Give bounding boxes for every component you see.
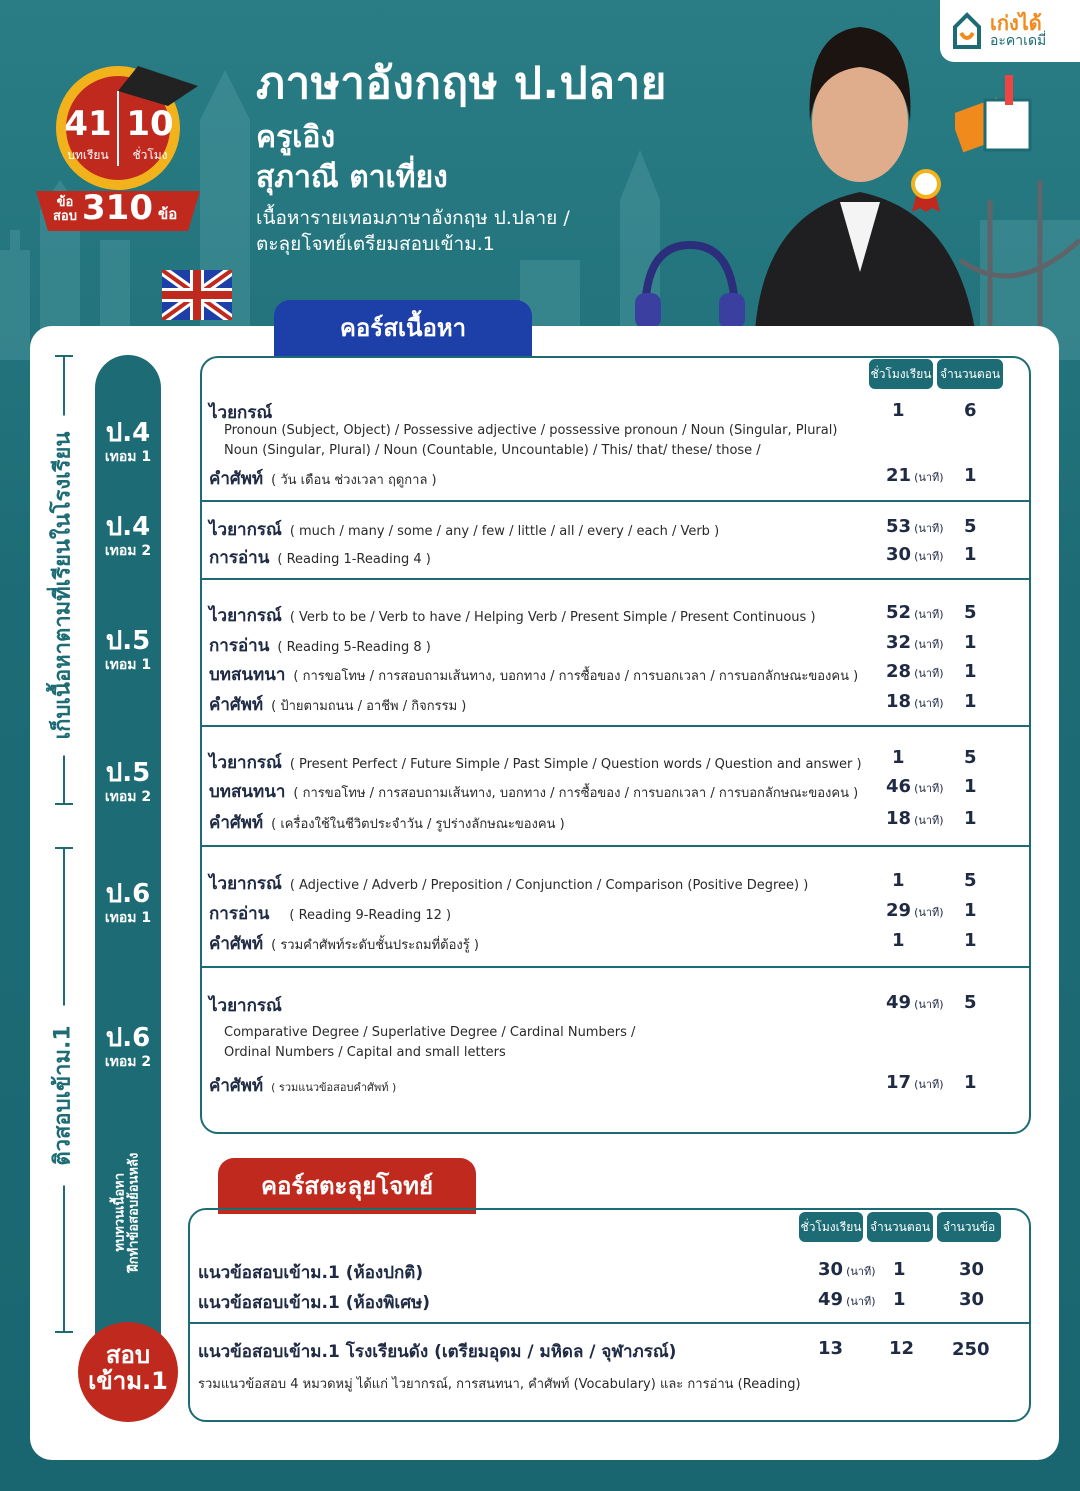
uk-flag-icon: [162, 270, 232, 320]
items-value: 30: [959, 1289, 985, 1310]
list-item: การอ่าน ( Reading 9-Reading 12 ): [209, 904, 452, 924]
course-description: เนื้อหารายเทอมภาษาอังกฤษ ป.ปลาย / ตะลุยโจทย์เตรียมสอบเข้าม.1: [256, 207, 570, 255]
list-item: คำศัพท์ ( ป้ายตามถนน / อาชีพ / กิจกรรม ): [209, 695, 467, 715]
hours-value: 1: [892, 747, 905, 768]
divider: [202, 578, 1029, 580]
hours-value: 49 (นาที): [886, 992, 944, 1013]
episodes-value: 1: [964, 691, 977, 712]
topic-detail: Ordinal Numbers / Capital and small letters: [224, 1045, 506, 1060]
items-value: 30: [959, 1259, 985, 1280]
list-item: คำศัพท์ ( วัน เดือน ช่วงเวลา ฤดูกาล ): [209, 469, 437, 489]
episodes-value: 12: [889, 1338, 915, 1359]
hours-value: 21 (นาที): [886, 465, 944, 486]
hours-value: 53 (นาที): [886, 516, 944, 537]
exam-count: 310: [82, 188, 153, 228]
hours-value: 1: [892, 870, 905, 891]
review-label: ทบทวนเนื้อหา ฝึกทำข้อสอบย้อนหลัง: [112, 1152, 142, 1272]
col-episodes-header: จำนวนตอน: [867, 1212, 933, 1242]
col-episodes-header: จำนวนตอน: [937, 359, 1003, 389]
hours-value: 13: [818, 1338, 844, 1359]
topic-detail: Noun (Singular, Plural) / Noun (Countable, Uncountable) / This/ that/ these/ those /: [224, 443, 761, 458]
practice-row-title: แนวข้อสอบเข้าม.1 (ห้องปกติ): [198, 1263, 424, 1283]
divider: [202, 845, 1029, 847]
level-p6-t2: ป.6 เทอม 2: [104, 1023, 152, 1070]
books-illustration: [955, 75, 1035, 160]
list-item: ไวยากรณ์ ( Adjective / Adverb / Preposition / Conjunction / Comparison (Positive Degree) ): [209, 874, 809, 894]
level-p5-t2: ป.5 เทอม 2: [104, 758, 152, 805]
episodes-value: 1: [964, 1072, 977, 1093]
divider: [202, 725, 1029, 727]
school-content-label: เก็บเนื้อหาตามที่เรียนในโรงเรียน: [45, 416, 80, 756]
hours-value: 30 (นาที): [818, 1259, 876, 1280]
tab-practice-course: คอร์สตะลุยโจทย์: [218, 1158, 476, 1214]
hours-value: 52 (นาที): [886, 602, 944, 623]
hours-value: 49 (นาที): [818, 1289, 876, 1310]
hours-value: 28 (นาที): [886, 661, 944, 682]
episodes-value: 1: [893, 1259, 906, 1280]
hours-value: 29 (นาที): [886, 900, 944, 921]
topic-detail: Pronoun (Subject, Object) / Possessive adjective / possessive pronoun / Noun (Singular, Plural): [224, 423, 838, 438]
episodes-value: 5: [964, 747, 977, 768]
list-item: ไวยากรณ์ ( Present Perfect / Future Simple / Past Simple / Question words / Question and answer ): [209, 753, 862, 773]
episodes-value: 1: [964, 900, 977, 921]
episodes-value: 1: [964, 930, 977, 951]
prep-exam-label: ติวสอบเข้าม.1: [45, 1006, 80, 1186]
episodes-value: 1: [964, 465, 977, 486]
hours-label: ชั่วโมง: [132, 148, 168, 162]
lessons-label: บทเรียน: [67, 148, 109, 162]
hours-count: 10: [126, 104, 174, 144]
lessons-count: 41: [64, 104, 112, 144]
episodes-value: 1: [964, 661, 977, 682]
exam-label: ข้อ สอบ: [53, 195, 77, 225]
hours-value: 1: [892, 400, 905, 421]
hours-value: 18 (นาที): [886, 691, 944, 712]
bracket-cap: [55, 847, 73, 849]
episodes-value: 6: [964, 400, 977, 421]
course-title: ภาษาอังกฤษ ป.ปลาย: [256, 58, 667, 109]
list-item: ไวยากรณ์ ( Verb to be / Verb to have / Helping Verb / Present Simple / Present Continuous ): [209, 606, 816, 626]
col-items-header: จำนวนข้อ: [937, 1212, 1001, 1242]
entrance-exam-badge: สอบ เข้าม.1: [78, 1322, 178, 1422]
episodes-value: 5: [964, 992, 977, 1013]
items-value: 250: [952, 1339, 990, 1360]
level-p6-t1: ป.6 เทอม 1: [104, 879, 152, 926]
list-item: บทสนทนา ( การขอโทษ / การสอบถามเส้นทาง, บอกทาง / การซื้อของ / การบอกเวลา / การบอกลักษณะของคน ): [209, 782, 859, 802]
level-p4-t2: ป.4 เทอม 2: [104, 512, 152, 559]
brand-sub: อะคาเดมี่: [990, 33, 1047, 50]
hours-value: 17 (นาที): [886, 1072, 944, 1093]
list-item: การอ่าน ( Reading 1-Reading 4 ): [209, 548, 431, 568]
topic-detail: Comparative Degree / Superlative Degree / Cardinal Numbers /: [224, 1025, 636, 1040]
brand-name: เก่งได้: [990, 11, 1042, 36]
hours-value: 18 (นาที): [886, 808, 944, 829]
headphones-icon: [635, 235, 745, 330]
episodes-value: 5: [964, 870, 977, 891]
hours-value: 30 (นาที): [886, 544, 944, 565]
episodes-value: 1: [964, 776, 977, 797]
episodes-value: 5: [964, 602, 977, 623]
hours-value: 32 (นาที): [886, 632, 944, 653]
list-item: คำศัพท์ ( เครื่องใช้ในชีวิตประจำวัน / รูปร่างลักษณะของคน ): [209, 813, 565, 833]
col-hours-header: ชั่วโมงเรียน: [869, 359, 933, 389]
list-item: คำศัพท์ ( รวมแนวข้อสอบคำศัพท์ ): [209, 1076, 397, 1096]
list-item: การอ่าน ( Reading 5-Reading 8 ): [209, 636, 431, 656]
bracket-cap: [55, 1331, 73, 1333]
practice-row-title: แนวข้อสอบเข้าม.1 โรงเรียนดัง (เตรียมอุดม / มหิดล / จุฬาภรณ์): [198, 1342, 677, 1362]
level-p4-t1: ป.4 เทอม 1: [104, 418, 152, 465]
list-item: ไวยกรณ์: [209, 403, 273, 423]
list-item: ไวยากรณ์: [209, 996, 282, 1016]
list-item: บทสนทนา ( การขอโทษ / การสอบถามเส้นทาง, บอกทาง / การซื้อของ / การบอกเวลา / การบอกลักษณะของคน ): [209, 665, 859, 685]
divider: [202, 500, 1029, 502]
exam-unit: ข้อ: [158, 205, 178, 223]
episodes-value: 1: [964, 808, 977, 829]
medal-icon: [908, 168, 944, 212]
practice-row-title: แนวข้อสอบเข้าม.1 (ห้องพิเศษ): [198, 1293, 430, 1313]
level-p5-t1: ป.5 เทอม 1: [104, 626, 152, 673]
list-item: คำศัพท์ ( รวมคำศัพท์ระดับชั้นประถมที่ต้องรู้ ): [209, 934, 479, 954]
teacher-nickname: ครูเอิง: [256, 120, 336, 155]
teacher-portrait: [735, 12, 985, 330]
col-hours-header: ชั่วโมงเรียน: [799, 1212, 863, 1242]
hours-value: 46 (นาที): [886, 776, 944, 797]
episodes-value: 1: [964, 632, 977, 653]
teacher-fullname: สุภาณี ตาเที่ยง: [256, 160, 448, 195]
hours-value: 1: [892, 930, 905, 951]
tab-content-course: คอร์สเนื้อหา: [274, 300, 532, 356]
episodes-value: 5: [964, 516, 977, 537]
episodes-value: 1: [964, 544, 977, 565]
practice-note: รวมแนวข้อสอบ 4 หมวดหมู่ ได้แก่ ไวยากรณ์, การสนทนา, คำศัพท์ (Vocabulary) และ การอ่าน (Reading): [198, 1377, 801, 1392]
bracket-cap: [55, 803, 73, 805]
bracket-cap: [55, 355, 73, 357]
divider: [202, 966, 1029, 968]
list-item: ไวยากรณ์ ( much / many / some / any / few / little / all / every / each / Verb ): [209, 520, 720, 540]
episodes-value: 1: [893, 1289, 906, 1310]
divider: [190, 1322, 1029, 1324]
